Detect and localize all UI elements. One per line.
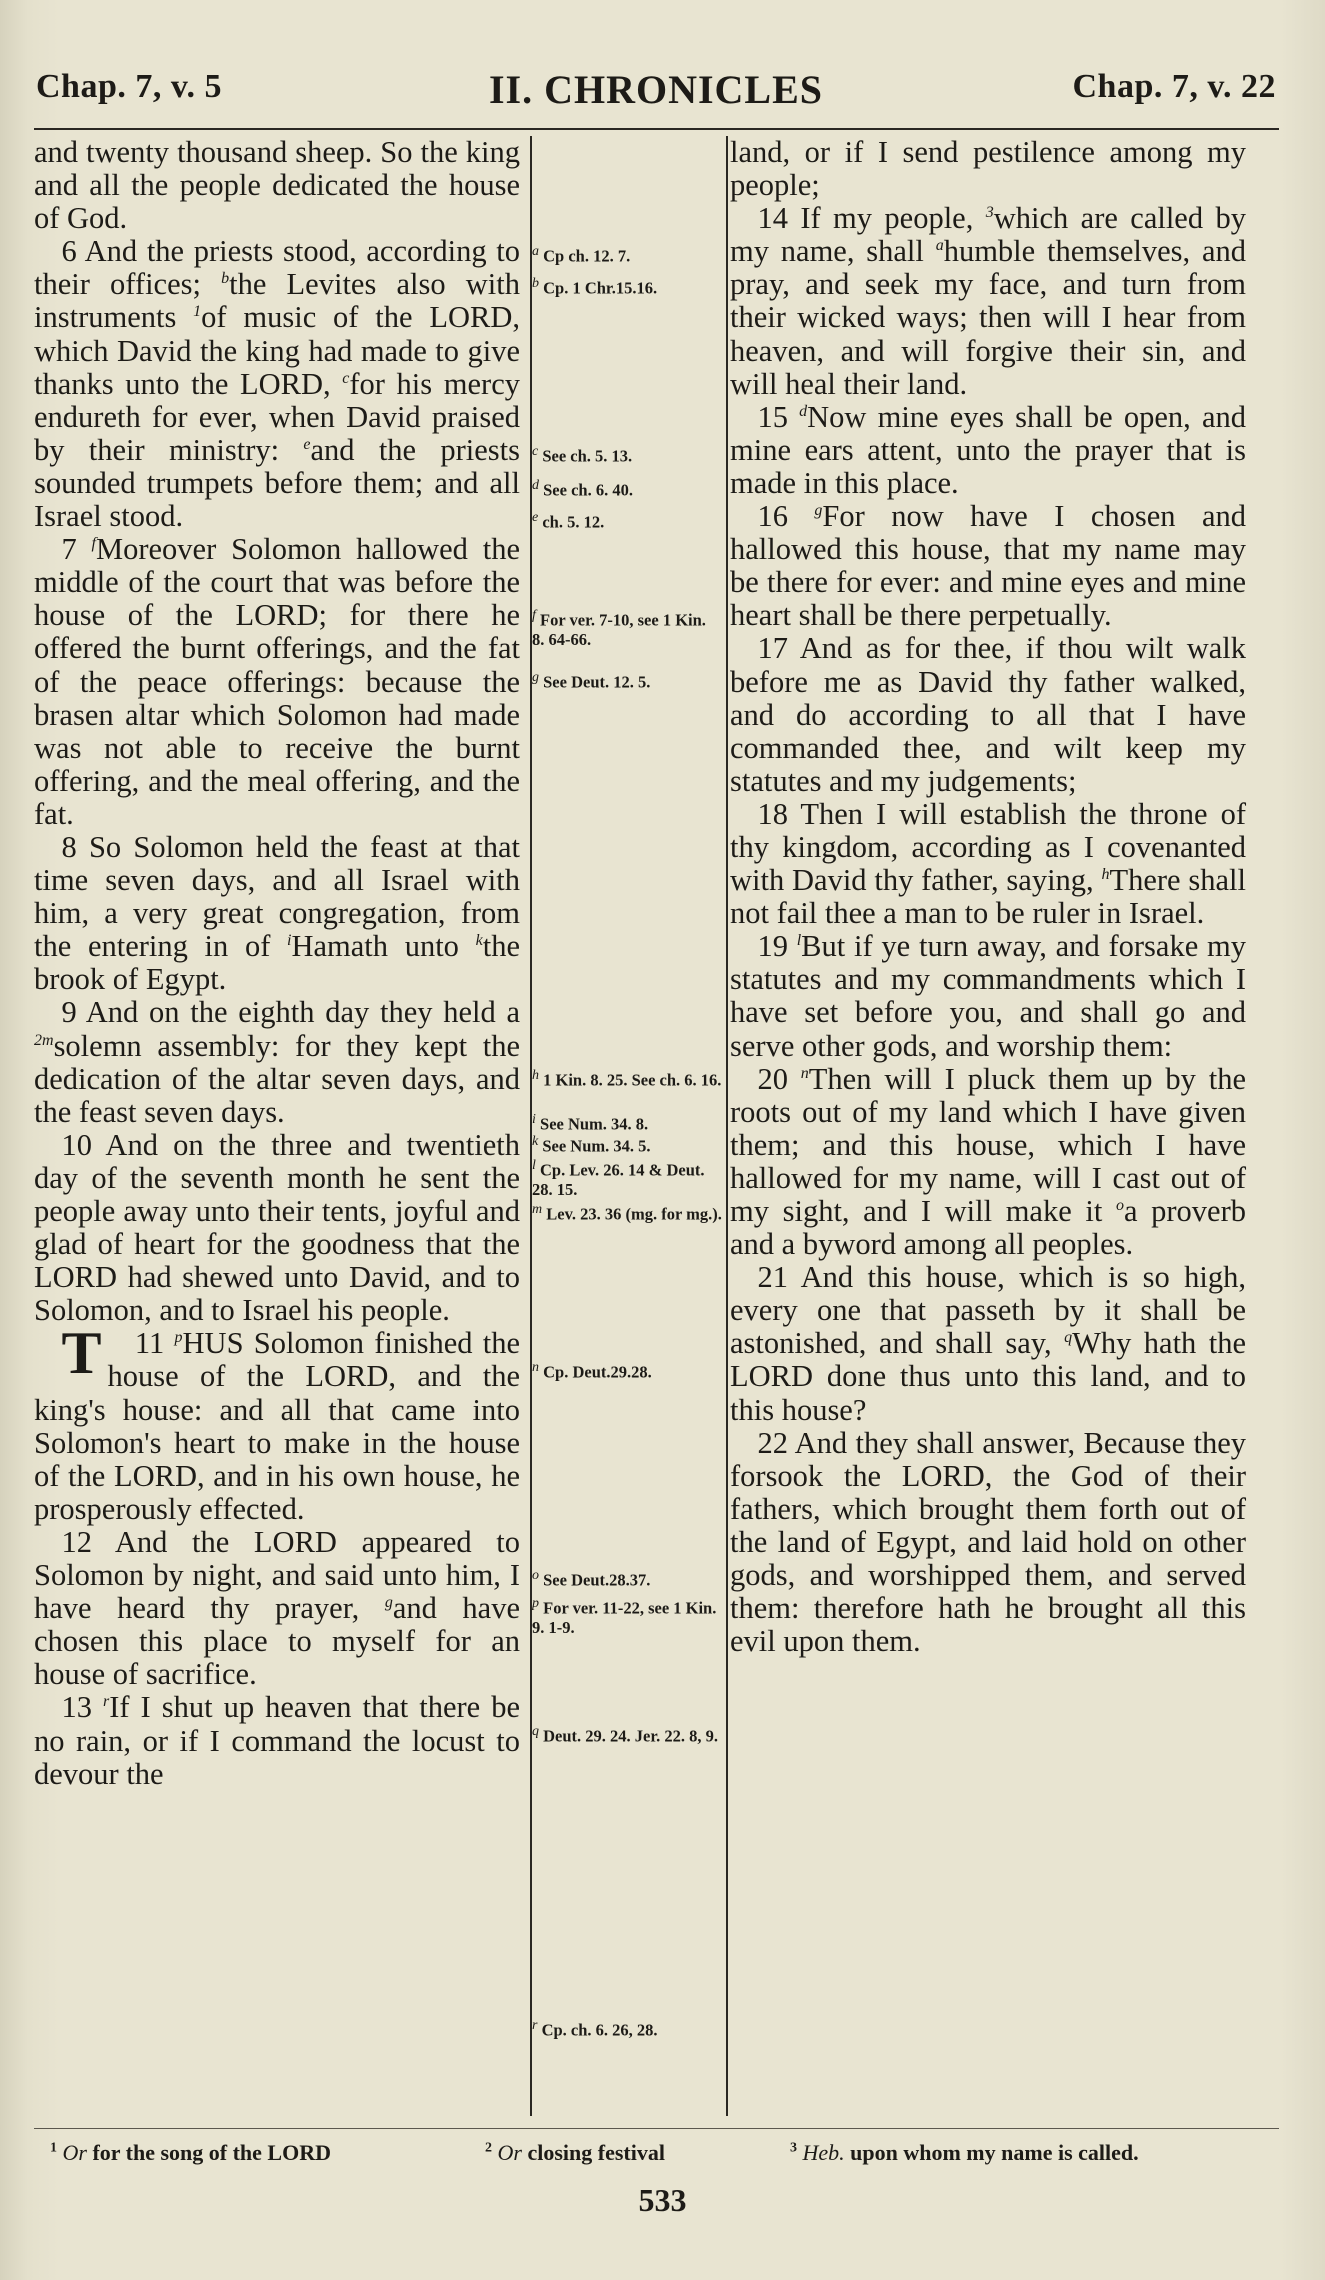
xref-marker: e <box>303 435 311 453</box>
right-text-column <box>730 136 1246 1658</box>
xref-marker: a <box>935 237 944 255</box>
verse-16: 16 $^g$For now have I chosen and hallowed this house, that my name may be there for ever: and mine eyes and mine heart shall be there perpetually. <box>730 499 1247 633</box>
running-head-book-title: II. CHRONICLES <box>488 67 824 112</box>
verse-19: 19 $^l$But if ye turn away, and forsake my statutes and my commandments which I have set before you, and shall go and serve other gods, and worship them: <box>730 929 1246 1063</box>
xref-marker: l <box>796 932 802 950</box>
footnote-marker: 2m <box>34 1031 54 1049</box>
verse-21: 21 And this house, which is so high, every one that passeth by it shall be astonished, and shall say, $^q$Why hath the LORD done thus unto this land, and to this house? <box>730 1260 1246 1427</box>
xref-marker: g <box>384 1593 393 1611</box>
drop-cap: T <box>61 1320 102 1387</box>
verse-20: 20 $^n$Then will I pluck them up by the roots out of my land which I have given them; and this house, which I have hallowed for my name, will I cast out of my sight, and I will make it $^o$a proverb and a byword among all peoples. <box>730 1061 1247 1262</box>
running-head-right: Chap. 7, v. 22 <box>1072 68 1276 105</box>
verse-13-end: land, or if I send pestilence among my people; <box>730 135 1246 203</box>
xref-marker: c <box>342 369 350 387</box>
left-text-column <box>34 136 520 1791</box>
xref-marker: h <box>1101 865 1110 883</box>
cross-ref-r: $^r$ Cp. ch. 6. 26, 28. <box>532 2018 658 2040</box>
verse-7: 7 $^f$Moreover Solomon hallowed the middle of the court that was before the house of the LORD; for there he offered the burnt offerings, and the fat of the peace offerings: because the brasen altar which Solomon had made was not able to receive the burnt offering, and the meal offering, and the fat. <box>34 532 520 831</box>
verse-6: 6 And the priests stood, according to their offices; $^b$the Levites also with instruments $^1$of music of the LORD, which David the king had made to give thanks unto the LORD, $^c$for his mercy endureth for ever, when David praised by their ministry: $^e$and the priests sounded trumpets before them; and all Israel stood. <box>34 234 521 534</box>
footnotes <box>40 2140 1280 2174</box>
footnote-rule <box>34 2128 1279 2129</box>
cross-ref-b: $^b$ Cp. 1 Chr.15.16. <box>532 276 658 298</box>
verse-5-end: and twenty thousand sheep. So the king and all the people dedicated the house of God. <box>34 135 520 236</box>
xref-marker: f <box>91 534 96 552</box>
cross-ref-f: $^f$ For ver. 7-10, see 1 Kin. 8. 64-66. <box>532 608 706 649</box>
footnote-3: $^3$ Heb. upon whom my name is called. <box>790 2140 1139 2165</box>
header-rule <box>34 128 1279 130</box>
verse-10: 10 And on the three and twentieth day of the seventh month he sent the people away unto their tents, joyful and glad of heart for the goodness that the LORD had shewed unto David, and to Solomon, and to Israel his people. <box>34 1127 520 1328</box>
footnote-marker: 1 <box>193 303 202 321</box>
verse-18: 18 Then I will establish the throne of thy kingdom, according as I covenanted with David thy father, saying, $^h$There shall not fail thee a man to be ruler in Israel. <box>730 796 1246 931</box>
verse-22: 22 And they shall answer, Because they forsook the LORD, the God of their fathers, which brought them forth out of the land of Egypt, and laid hold on other gods, and worshipped them, and served them: therefore hath he brought all this evil upon them. <box>730 1425 1246 1659</box>
xref-marker: n <box>800 1064 809 1082</box>
cross-ref-o: $^o$ See Deut.28.37. <box>532 1568 651 1590</box>
cross-ref-n: $^n$ Cp. Deut.29.28. <box>532 1360 652 1382</box>
column-rule-right <box>726 136 728 2116</box>
cross-ref-c: $^c$ See ch. 5. 13. <box>532 444 633 466</box>
running-head-left: Chap. 7, v. 5 <box>36 68 222 105</box>
cross-ref-d: $^d$ See ch. 6. 40. <box>532 478 633 500</box>
xref-marker: r <box>102 1693 110 1711</box>
footnote-1: $^1$ Or for the song of the LORD <box>50 2140 331 2165</box>
footnote-2: $^2$ Or closing festival <box>485 2140 665 2165</box>
running-head <box>36 68 1276 118</box>
cross-ref-e: $^e$ ch. 5. 12. <box>532 510 605 532</box>
cross-ref-p: $^p$ For ver. 11-22, see 1 Kin. 9. 1-9. <box>532 1596 717 1637</box>
cross-ref-h: $^h$ 1 Kin. 8. 25. See ch. 6. 16. <box>532 1068 722 1090</box>
xref-marker: q <box>1064 1329 1073 1347</box>
cross-ref-q: $^q$ Deut. 29. 24. Jer. 22. 8, 9. <box>532 1724 719 1746</box>
verse-17: 17 And as for thee, if thou wilt walk before me as David thy father walked, and do according to all that I have commanded thee, and wilt keep my statutes and my judgements; <box>730 631 1246 798</box>
verse-15: 15 $^d$Now mine eyes shall be open, and mine ears attent, unto the prayer that is made in this place. <box>730 399 1247 500</box>
cross-ref-i: $^i$ See Num. 34. 8. <box>532 1112 649 1134</box>
xref-marker: o <box>1115 1196 1124 1214</box>
xref-marker: b <box>221 270 230 288</box>
cross-ref-g: $^g$ See Deut. 12. 5. <box>532 670 651 692</box>
verse-11: 11 $^p$ T HUS Solomon finished the house of the LORD, and the king's house: and all that came into Solomon's heart to make in the house of the LORD, and in his own house, he prosperously effected. <box>34 1320 520 1526</box>
verse-8: 8 So Solomon held the feast at that time seven days, and all Israel with him, a very great congregation, from the entering in of $^i$Hamath unto $^k$the brook of Egypt. <box>34 829 520 997</box>
cross-ref-m: $^m$ Lev. 23. 36 (mg. for mg.). <box>532 1202 722 1224</box>
footnote-marker: 3 <box>985 204 994 222</box>
xref-marker: i <box>287 932 292 950</box>
verse-9: 9 And on the eighth day they held a $^{2m}$solemn assembly: for they kept the dedication of the altar seven days, and the feast seven days. <box>34 995 520 1129</box>
xref-marker: g <box>814 501 823 519</box>
verse-12: 12 And the LORD appeared to Solomon by night, and said unto him, I have heard thy prayer, $^g$and have chosen this place to myself for an house of sacrifice. <box>34 1524 520 1692</box>
xref-marker: k <box>475 932 483 950</box>
cross-ref-a: $^a$ Cp ch. 12. 7. <box>532 244 631 266</box>
page-number: 533 <box>638 2182 687 2218</box>
verse-13: 13 $^r$If I shut up heaven that there be no rain, or if I command the locust to devour the <box>34 1690 521 1791</box>
xref-marker: d <box>799 402 808 420</box>
cross-ref-l: $^l$ Cp. Lev. 26. 14 & Deut. 28. 15. <box>532 1158 705 1199</box>
verse-14: 14 If my people, $^3$which are called by my name, shall $^a$humble themselves, and pray, and seek my face, and turn from their wicked ways; then will I hear from heaven, and will forgive their sin, and will heal their land. <box>730 201 1246 401</box>
xref-marker: p <box>174 1329 183 1347</box>
cross-ref-k: $^k$ See Num. 34. 5. <box>532 1134 651 1156</box>
